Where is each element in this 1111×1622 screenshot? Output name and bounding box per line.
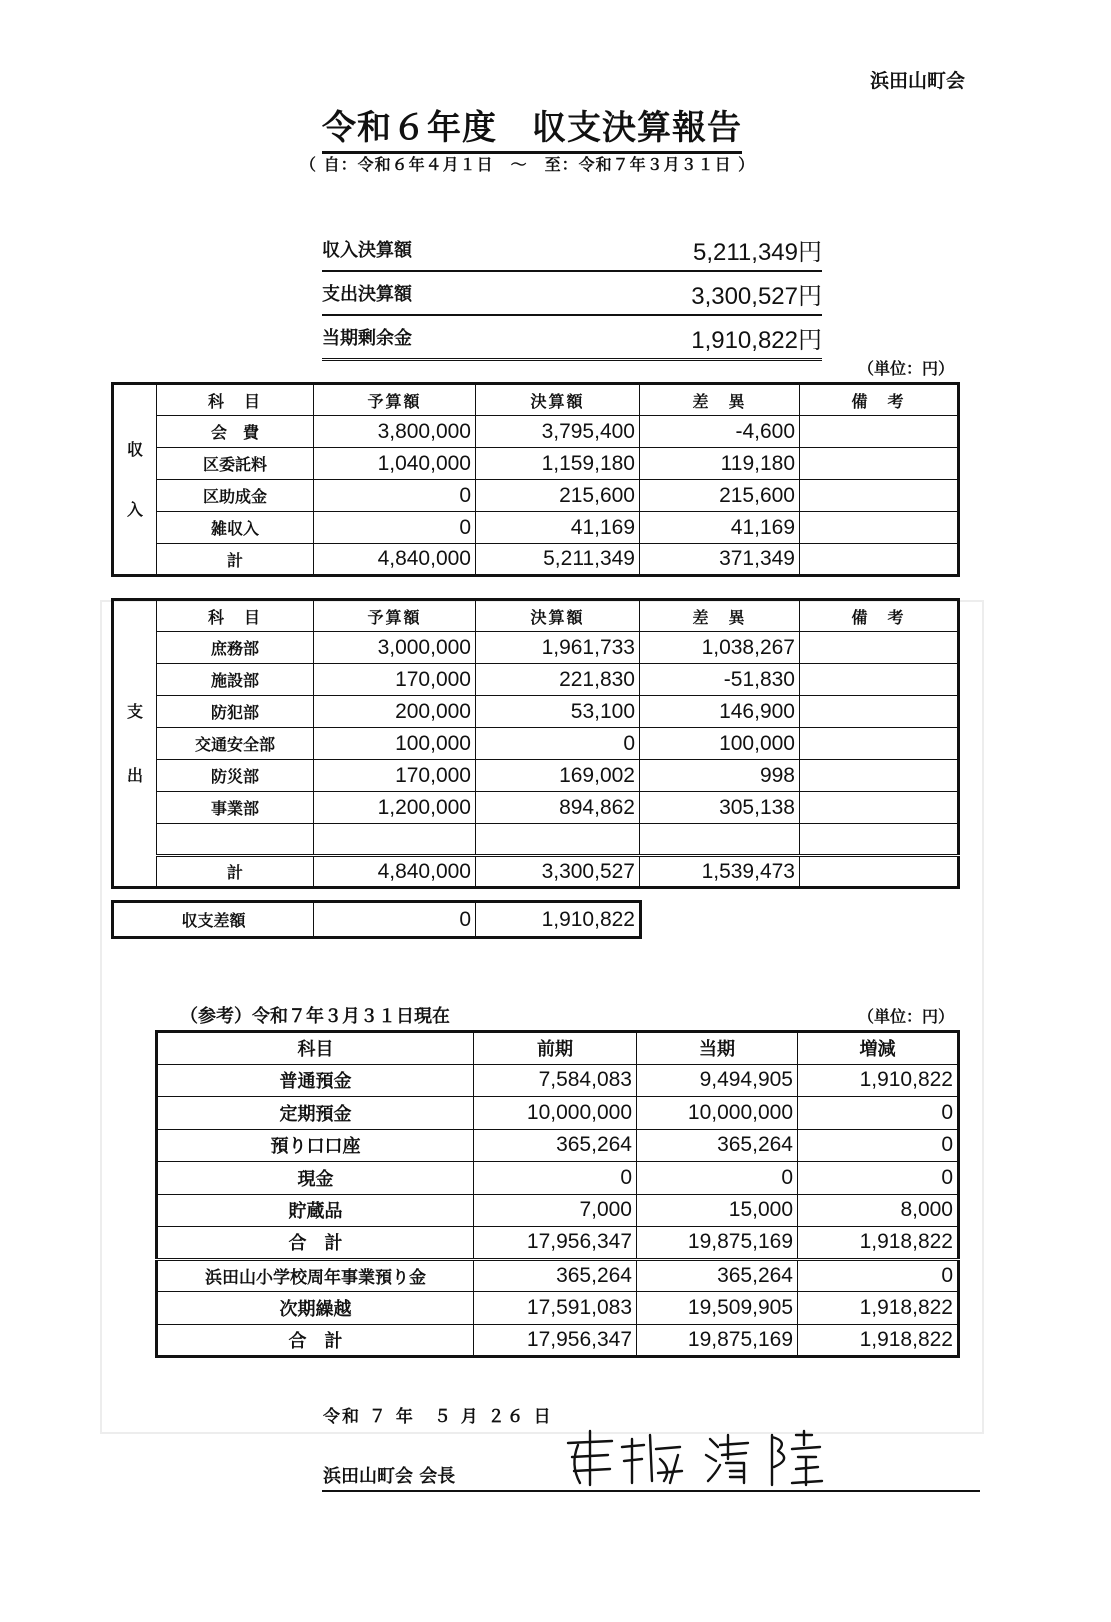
unit-label: （単位：円） <box>858 359 955 378</box>
row-curr: 10,000,000 <box>637 1097 798 1130</box>
row-diff: 100,000 <box>640 728 800 760</box>
table-row <box>157 1097 959 1130</box>
row-item: 計 <box>157 856 314 888</box>
summary-value: 5,211,349円 <box>693 238 822 266</box>
summary-value: 1,910,822円 <box>691 326 822 354</box>
organization-name: 浜田山町会 <box>870 70 966 92</box>
summary-label: 支出決算額 <box>322 284 412 305</box>
row-change: 0 <box>798 1129 959 1162</box>
reference-title: （参考）令和７年３月３１日現在 <box>180 1006 450 1027</box>
row-note <box>800 792 959 824</box>
row-diff: 1,038,267 <box>640 632 800 664</box>
row-diff: 41,169 <box>640 512 800 544</box>
row-item: 合 計 <box>157 1227 474 1260</box>
income-side-label <box>113 384 157 576</box>
total-row <box>157 1324 959 1357</box>
row-budget: 3,000,000 <box>314 632 476 664</box>
row-budget: 3,800,000 <box>314 416 476 448</box>
expense-table <box>111 598 960 889</box>
row-item: 合 計 <box>157 1324 474 1357</box>
col-budget-header: 予算額 <box>314 384 476 416</box>
row-item: 現金 <box>157 1162 474 1195</box>
row-change: 0 <box>798 1259 959 1292</box>
col-diff-header: 差 異 <box>640 600 800 632</box>
row-actual: 0 <box>476 728 640 760</box>
col-curr-header: 当期 <box>637 1032 798 1065</box>
row-budget: 1,040,000 <box>314 448 476 480</box>
row-actual: 1,159,180 <box>476 448 640 480</box>
row-diff <box>640 824 800 856</box>
row-note <box>800 728 959 760</box>
row-note <box>800 664 959 696</box>
table-row <box>113 416 959 448</box>
row-budget: 100,000 <box>314 728 476 760</box>
row-item: 計 <box>157 544 314 576</box>
row-note <box>800 760 959 792</box>
report-date: 令和 ７ 年 ５ 月 ２６ 日 <box>323 1407 553 1427</box>
row-item: 施設部 <box>157 664 314 696</box>
col-actual-header: 決算額 <box>476 384 640 416</box>
expense-header-row <box>113 600 959 632</box>
table-row <box>113 512 959 544</box>
row-budget: 200,000 <box>314 696 476 728</box>
table-row <box>157 1292 959 1325</box>
table-row-empty <box>113 824 959 856</box>
row-diff: 146,900 <box>640 696 800 728</box>
subtotal-row <box>157 1227 959 1260</box>
row-actual: 1,961,733 <box>476 632 640 664</box>
summary-label: 収入決算額 <box>322 240 412 261</box>
row-item: 交通安全部 <box>157 728 314 760</box>
col-actual-header: 決算額 <box>476 600 640 632</box>
summary-row-surplus <box>322 316 822 361</box>
row-note <box>800 824 959 856</box>
row-change: 0 <box>798 1162 959 1195</box>
table-row <box>113 760 959 792</box>
row-budget: 0 <box>314 512 476 544</box>
row-prev: 17,956,347 <box>474 1324 637 1357</box>
col-note-header: 備 考 <box>800 600 959 632</box>
handwritten-signature <box>560 1425 860 1495</box>
row-note <box>800 544 959 576</box>
reference-header-row <box>157 1032 959 1065</box>
row-item: 庶務部 <box>157 632 314 664</box>
reference-table <box>155 1030 960 1358</box>
row-item: 次期繰越 <box>157 1292 474 1325</box>
row-prev: 17,956,347 <box>474 1227 637 1260</box>
total-row <box>113 544 959 576</box>
row-item <box>157 824 314 856</box>
summary-value: 3,300,527円 <box>691 282 822 310</box>
row-diff: 1,539,473 <box>640 856 800 888</box>
row-note <box>800 448 959 480</box>
balance-row <box>113 902 641 938</box>
col-item-header: 科 目 <box>157 600 314 632</box>
row-item: 会 費 <box>157 416 314 448</box>
table-row <box>113 664 959 696</box>
fiscal-period: （ 自：令和６年４月１日 ～ 至：令和７年３月３１日 ） <box>300 155 756 174</box>
row-budget: 1,200,000 <box>314 792 476 824</box>
row-item: 預り口口座 <box>157 1129 474 1162</box>
row-curr: 0 <box>637 1162 798 1195</box>
balance-table <box>111 900 642 939</box>
col-item-header: 科 目 <box>157 384 314 416</box>
row-note <box>800 856 959 888</box>
balance-label: 収支差額 <box>113 902 314 938</box>
table-row <box>157 1194 959 1227</box>
row-note <box>800 632 959 664</box>
row-change: 1,918,822 <box>798 1324 959 1357</box>
row-item: 区助成金 <box>157 480 314 512</box>
row-item: 雑収入 <box>157 512 314 544</box>
table-row <box>157 1162 959 1195</box>
row-prev: 365,264 <box>474 1129 637 1162</box>
row-curr: 19,875,169 <box>637 1227 798 1260</box>
side-char: 出 <box>126 765 143 785</box>
row-diff: 371,349 <box>640 544 800 576</box>
row-change: 1,910,822 <box>798 1064 959 1097</box>
settlement-summary <box>322 228 822 361</box>
summary-label: 当期剰余金 <box>322 328 412 349</box>
row-prev: 0 <box>474 1162 637 1195</box>
table-row <box>113 696 959 728</box>
row-curr: 19,509,905 <box>637 1292 798 1325</box>
col-change-header: 増減 <box>798 1032 959 1065</box>
col-prev-header: 前期 <box>474 1032 637 1065</box>
row-item: 防犯部 <box>157 696 314 728</box>
balance-actual: 1,910,822 <box>476 902 641 938</box>
signer-title: 浜田山町会 会長 <box>323 1466 456 1487</box>
row-budget: 0 <box>314 480 476 512</box>
row-curr: 365,264 <box>637 1259 798 1292</box>
row-curr: 15,000 <box>637 1194 798 1227</box>
table-row <box>157 1064 959 1097</box>
balance-budget: 0 <box>314 902 476 938</box>
row-item: 防災部 <box>157 760 314 792</box>
table-row <box>113 632 959 664</box>
summary-row-income <box>322 228 822 272</box>
row-diff: 119,180 <box>640 448 800 480</box>
row-prev: 7,000 <box>474 1194 637 1227</box>
row-note <box>800 696 959 728</box>
row-budget: 4,840,000 <box>314 856 476 888</box>
reference-unit-label: （単位：円） <box>858 1007 955 1026</box>
row-curr: 19,875,169 <box>637 1324 798 1357</box>
row-item: 浜田山小学校周年事業預り金 <box>157 1259 474 1292</box>
row-actual: 169,002 <box>476 760 640 792</box>
row-diff: 998 <box>640 760 800 792</box>
row-change: 0 <box>798 1097 959 1130</box>
row-item: 普通預金 <box>157 1064 474 1097</box>
row-budget <box>314 824 476 856</box>
row-actual: 3,300,527 <box>476 856 640 888</box>
row-note <box>800 480 959 512</box>
total-row <box>113 856 959 888</box>
row-prev: 7,584,083 <box>474 1064 637 1097</box>
table-row <box>113 448 959 480</box>
page-title: 令和６年度 収支決算報告 <box>322 100 742 154</box>
row-actual: 221,830 <box>476 664 640 696</box>
income-header-row <box>113 384 959 416</box>
row-actual <box>476 824 640 856</box>
row-prev: 17,591,083 <box>474 1292 637 1325</box>
row-diff: 305,138 <box>640 792 800 824</box>
row-item: 区委託料 <box>157 448 314 480</box>
row-budget: 170,000 <box>314 664 476 696</box>
col-budget-header: 予算額 <box>314 600 476 632</box>
row-item: 事業部 <box>157 792 314 824</box>
row-actual: 5,211,349 <box>476 544 640 576</box>
side-char: 支 <box>126 701 143 721</box>
side-char: 入 <box>126 499 143 519</box>
row-item: 定期預金 <box>157 1097 474 1130</box>
row-actual: 41,169 <box>476 512 640 544</box>
row-note <box>800 512 959 544</box>
table-row <box>113 480 959 512</box>
income-table <box>111 382 960 577</box>
col-note-header: 備 考 <box>800 384 959 416</box>
row-change: 8,000 <box>798 1194 959 1227</box>
row-actual: 53,100 <box>476 696 640 728</box>
row-item: 貯蔵品 <box>157 1194 474 1227</box>
col-item-header: 科目 <box>157 1032 474 1065</box>
summary-row-expense <box>322 272 822 316</box>
row-budget: 4,840,000 <box>314 544 476 576</box>
row-actual: 215,600 <box>476 480 640 512</box>
row-curr: 9,494,905 <box>637 1064 798 1097</box>
row-change: 1,918,822 <box>798 1292 959 1325</box>
row-change: 1,918,822 <box>798 1227 959 1260</box>
side-char: 収 <box>126 439 143 459</box>
row-prev: 10,000,000 <box>474 1097 637 1130</box>
row-diff: -4,600 <box>640 416 800 448</box>
table-row <box>157 1129 959 1162</box>
row-budget: 170,000 <box>314 760 476 792</box>
row-prev: 365,264 <box>474 1259 637 1292</box>
col-diff-header: 差 異 <box>640 384 800 416</box>
row-actual: 3,795,400 <box>476 416 640 448</box>
row-diff: -51,830 <box>640 664 800 696</box>
table-row <box>157 1259 959 1292</box>
table-row <box>113 728 959 760</box>
row-note <box>800 416 959 448</box>
row-diff: 215,600 <box>640 480 800 512</box>
table-row <box>113 792 959 824</box>
row-actual: 894,862 <box>476 792 640 824</box>
expense-side-label <box>113 600 157 888</box>
row-curr: 365,264 <box>637 1129 798 1162</box>
